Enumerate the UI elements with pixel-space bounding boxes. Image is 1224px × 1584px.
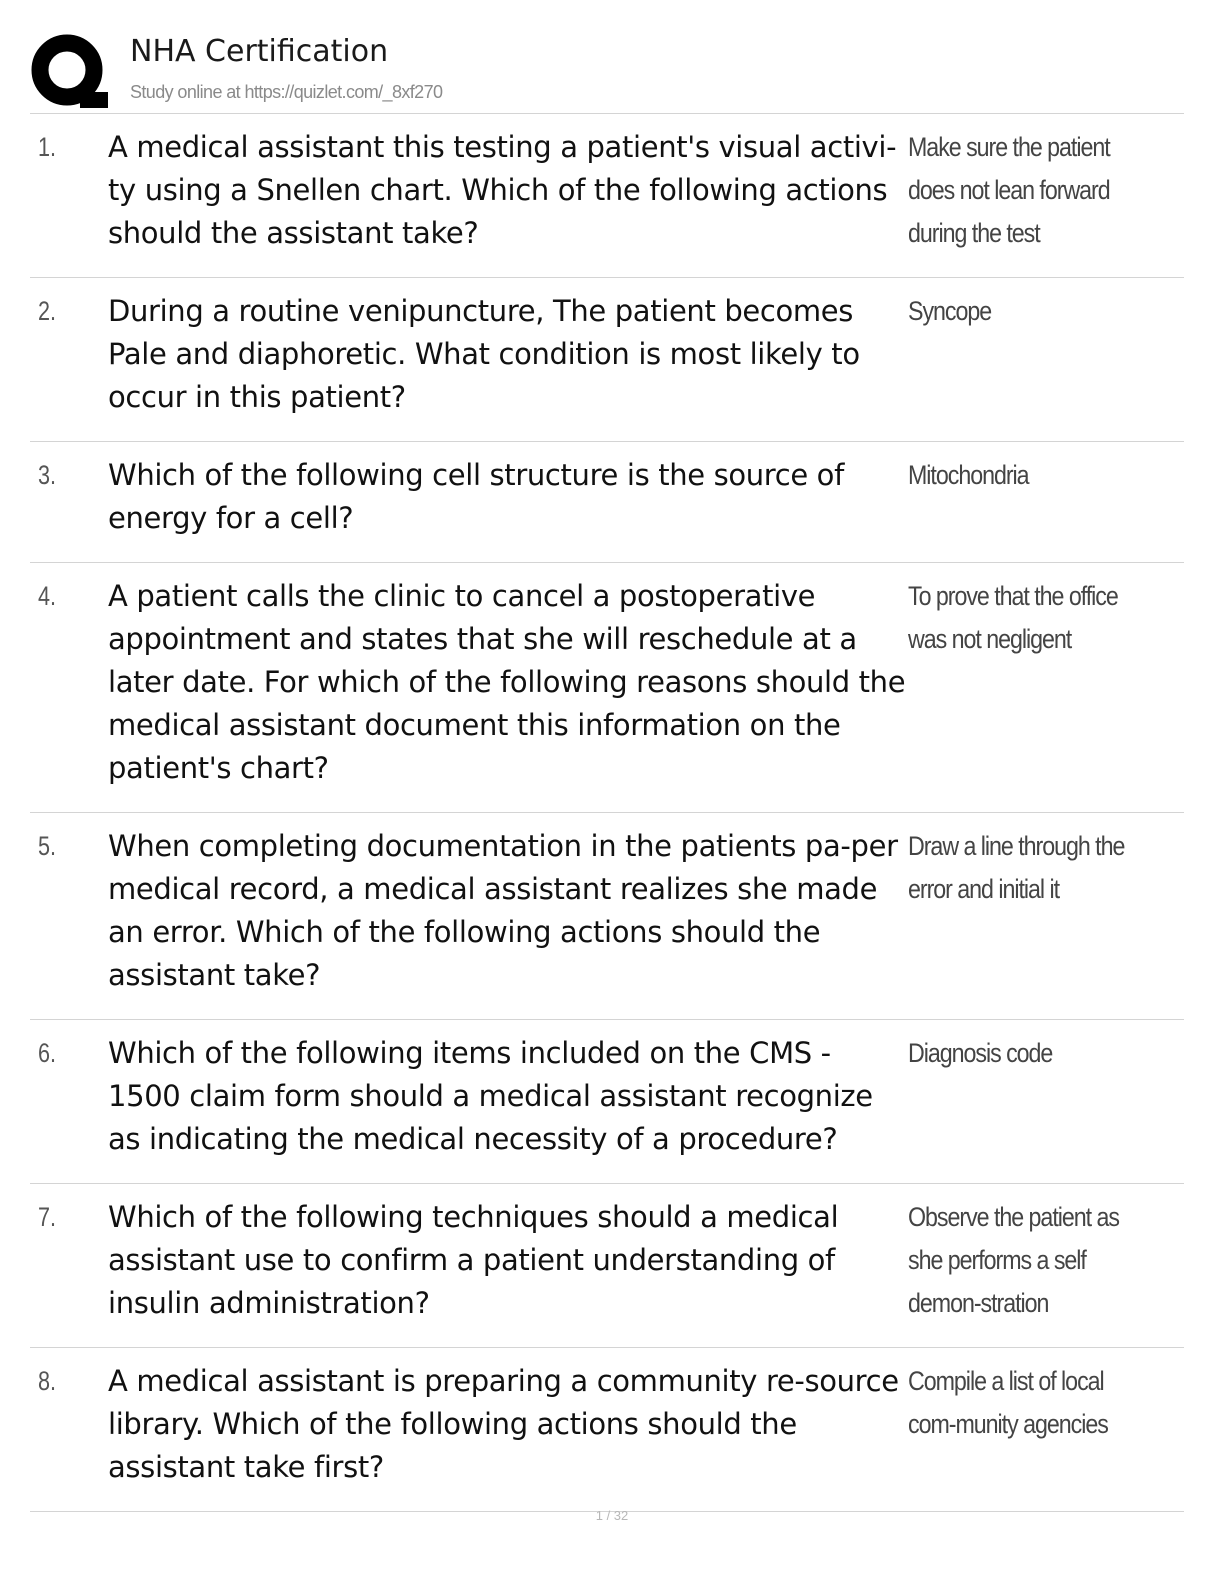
card-term: During a routine venipuncture, The patient becomes Pale and diaphoretic. What condition is most likely to occur in this patient? [108,294,860,414]
flashcard-row [30,114,1184,278]
card-term: Which of the following items included on the CMS - 1500 claim form should a medical assistant recognize as indicating the medical necessity of a procedure? [108,1036,873,1156]
card-definition: Compile a list of local com-munity agencies [908,1366,1108,1439]
card-term: When completing documentation in the patients pa-per medical record, a medical assistant realizes she made an error. Which of the following actions should the assistant take? [108,829,898,992]
card-term: Which of the following cell structure is the source of energy for a cell? [108,458,844,535]
page-header [30,30,1184,114]
quizlet-q-logo-icon [30,34,108,110]
page-number: 1 / 32 [595,1508,629,1523]
flashcard-row [30,278,1184,442]
study-online-link[interactable]: Study online at https://quizlet.com/_8xf270 [130,82,443,102]
card-number: 2. [38,296,57,326]
card-number: 3. [38,460,57,490]
card-definition: Draw a line through the error and initial it [908,831,1125,904]
flashcard-list [30,114,1184,1512]
flashcard-row [30,813,1184,1020]
card-number: 5. [38,831,57,861]
flashcard-row [30,1348,1184,1512]
flashcard-row [30,1020,1184,1184]
set-title: NHA Certification [130,34,389,69]
card-number: 1. [38,132,57,162]
card-number: 8. [38,1366,57,1396]
card-definition: To prove that the office was not negligent [908,581,1118,654]
card-definition: Mitochondria [908,460,1029,490]
card-term: Which of the following techniques should a medical assistant use to confirm a patient understanding of insulin administration? [108,1200,839,1320]
flashcard-row [30,442,1184,563]
card-number: 6. [38,1038,57,1068]
flashcard-row [30,1184,1184,1348]
card-definition: Diagnosis code [908,1038,1053,1068]
card-definition: Make sure the patient does not lean forward during the test [908,132,1110,248]
card-definition: Syncope [908,296,992,326]
card-number: 4. [38,581,57,611]
card-term: A patient calls the clinic to cancel a postoperative appointment and states that she will reschedule at a later date. For which of the following reasons should the medical assistant document this information on the patient's chart? [108,579,906,785]
card-definition: Observe the patient as she performs a self demon-stration [908,1202,1119,1318]
card-term: A medical assistant is preparing a community re-source library. Which of the following actions should the assistant take first? [108,1364,899,1484]
card-term: A medical assistant this testing a patient's visual activi-ty using a Snellen chart. Which of the following actions should the assistant take? [108,130,897,250]
card-number: 7. [38,1202,57,1232]
flashcard-row [30,563,1184,813]
